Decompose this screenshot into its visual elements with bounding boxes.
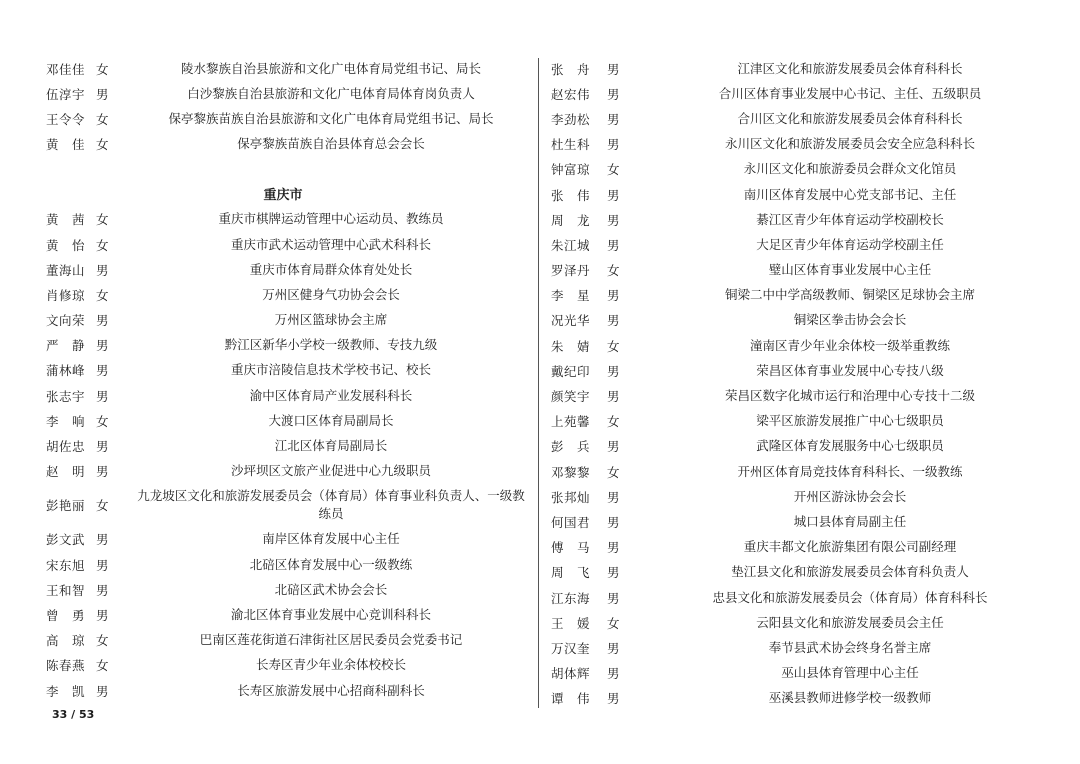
list-item [40,552,526,577]
person-name: 王和智 [46,582,86,598]
person-title: 开州区体育局竞技体育科科长、一级教练 [737,463,963,479]
list-item [40,484,526,527]
person-name: 钟富琼 [551,162,591,178]
person-title: 重庆市武术运动管理中心武术科科长 [230,236,431,252]
person-gender: 女 [96,212,109,228]
person-gender: 男 [96,439,109,455]
person-name: 何国君 [551,514,591,530]
person-gender: 男 [96,532,109,548]
person-name: 董海山 [46,262,86,278]
list-item [545,686,1045,711]
list-item [40,383,526,408]
list-item [40,333,526,358]
person-gender: 男 [607,439,620,455]
person-title: 巫山县体育管理中心主任 [781,665,919,681]
person-title: 武隆区体育发展服务中心七级职员 [756,438,944,454]
person-title: 陵水黎族自治县旅游和文化广电体育局党组书记、局长 [180,60,481,76]
person-gender: 男 [96,582,109,598]
list-item [40,106,526,131]
person-name: 杜生科 [551,137,591,153]
person-gender: 男 [607,313,620,329]
person-name: 黄 茜 [46,212,86,228]
list-item [545,283,1045,308]
person-title: 保亭黎族苗族自治县旅游和文化广电体育局党组书记、局长 [168,110,494,126]
list-item [545,560,1045,585]
person-title: 渝北区体育事业发展中心竞训科科长 [230,606,431,622]
person-title: 合川区体育事业发展中心书记、主任、五级职员 [718,85,982,101]
person-title: 綦江区青少年体育运动学校副校长 [756,211,944,227]
person-title: 开州区游泳协会会长 [793,488,907,504]
person-gender: 女 [96,237,109,253]
person-name: 江东海 [551,590,591,606]
person-gender: 男 [607,540,620,556]
person-gender: 男 [607,86,620,102]
person-gender: 男 [607,137,620,153]
person-title: 江北区体育局副局长 [274,438,388,454]
person-gender: 男 [607,489,620,505]
section-title-chongqing: 重庆市 [263,188,303,204]
hainan-list [40,56,526,157]
person-title: 长寿区青少年业余体校校长 [255,657,406,673]
person-title: 梁平区旅游发展推广中心七级职员 [756,413,944,429]
person-gender: 男 [607,187,620,203]
person-name: 王令令 [46,111,86,127]
person-name: 彭艳丽 [46,498,86,514]
person-title: 江津区文化和旅游发展委员会体育科科长 [737,60,963,76]
person-gender: 女 [607,615,620,631]
list-item [40,81,526,106]
person-gender: 女 [607,338,620,354]
person-gender: 女 [607,414,620,430]
list-item [545,434,1045,459]
person-gender: 男 [607,590,620,606]
list-item [545,635,1045,660]
person-title: 沙坪坝区文旅产业促进中心九级职员 [230,463,431,479]
person-name: 宋东旭 [46,557,86,573]
person-name: 李 凯 [46,683,86,699]
person-name: 李 星 [551,288,591,304]
person-title: 白沙黎族自治县旅游和文化广电体育局体育岗负责人 [187,85,475,101]
list-item [40,459,526,484]
right-list [545,56,1045,711]
person-title: 巫溪县教师进修学校一级教师 [768,690,932,706]
right-column [545,56,1045,711]
person-gender: 男 [607,288,620,304]
person-name: 彭文武 [46,532,86,548]
person-gender: 男 [96,464,109,480]
list-item [545,409,1045,434]
person-gender: 女 [607,464,620,480]
person-name: 傅 马 [551,540,591,556]
person-title: 重庆丰都文化旅游集团有限公司副经理 [743,539,957,555]
person-title: 永川区文化和旅游委员会群众文化馆员 [743,161,957,177]
chongqing-list [40,207,526,703]
person-gender: 男 [607,389,620,405]
list-item [40,628,526,653]
person-gender: 男 [96,363,109,379]
person-name: 万汉奎 [551,640,591,656]
person-name: 戴纪印 [551,363,591,379]
person-title: 璧山区体育事业发展中心主任 [768,262,932,278]
person-title: 云阳县文化和旅游发展委员会主任 [756,614,944,630]
list-item [40,577,526,602]
person-name: 胡佐忠 [46,439,86,455]
person-title: 荣昌区数字化城市运行和治理中心专技十二级 [724,388,975,404]
person-title: 南岸区体育发展中心主任 [262,531,400,547]
person-title: 荣昌区体育事业发展中心专技八级 [756,362,944,378]
person-gender: 女 [96,287,109,303]
list-item [545,333,1045,358]
list-item [545,509,1045,534]
person-name: 李劲松 [551,111,591,127]
person-title: 九龙坡区文化和旅游发展委员会（体育局）体育事业科负责人、一级教练员 [137,488,525,522]
person-title: 万州区健身气功协会会长 [262,286,400,302]
list-item [545,308,1045,333]
list-item [40,358,526,383]
person-title: 长寿区旅游发展中心招商科副科长 [237,682,425,698]
person-gender: 男 [607,61,620,77]
person-name: 张 舟 [551,61,591,77]
person-title: 黔江区新华小学校一级教师、专技九级 [224,337,438,353]
person-gender: 男 [96,388,109,404]
column-divider [538,58,539,708]
list-item [545,459,1045,484]
person-gender: 男 [96,683,109,699]
person-name: 胡体辉 [551,666,591,682]
list-item [545,383,1045,408]
person-gender: 女 [96,498,109,514]
list-item [40,527,526,552]
person-name: 况光华 [551,313,591,329]
person-name: 文向荣 [46,313,86,329]
person-gender: 男 [607,363,620,379]
person-name: 高 琼 [46,633,86,649]
person-name: 邓黎黎 [551,464,591,480]
person-name: 周 龙 [551,212,591,228]
person-name: 肖修琼 [46,287,86,303]
page-number: 33 / 53 [52,708,95,721]
person-name: 罗泽丹 [551,263,591,279]
person-title: 潼南区青少年业余体校一级举重教练 [749,337,950,353]
person-name: 彭 兵 [551,439,591,455]
person-gender: 女 [607,162,620,178]
person-title: 南川区体育发展中心党支部书记、主任 [743,186,957,202]
person-name: 严 静 [46,338,86,354]
list-item [545,358,1045,383]
person-gender: 男 [96,262,109,278]
list-item [40,132,526,157]
person-gender: 男 [96,313,109,329]
person-title: 合川区文化和旅游发展委员会体育科科长 [737,110,963,126]
person-title: 铜梁二中中学高级教师、铜梁区足球协会主席 [724,287,975,303]
person-name: 王 媛 [551,615,591,631]
list-item [545,132,1045,157]
list-item [40,308,526,333]
person-title: 大渡口区体育局副局长 [268,412,394,428]
person-gender: 男 [607,212,620,228]
person-name: 张邦灿 [551,489,591,505]
left-column [40,56,526,703]
person-name: 李 响 [46,413,86,429]
person-name: 曾 勇 [46,607,86,623]
list-item [545,207,1045,232]
person-gender: 女 [607,263,620,279]
list-item [40,56,526,81]
person-name: 赵 明 [46,464,86,480]
person-gender: 女 [96,111,109,127]
person-gender: 男 [96,86,109,102]
person-gender: 男 [96,338,109,354]
person-gender: 女 [96,658,109,674]
person-name: 邓佳佳 [46,61,86,77]
person-name: 朱 婧 [551,338,591,354]
list-item [40,282,526,307]
list-item [40,257,526,282]
person-name: 周 飞 [551,565,591,581]
person-gender: 女 [96,137,109,153]
person-gender: 男 [607,666,620,682]
person-gender: 男 [607,640,620,656]
person-title: 重庆市棋牌运动管理中心运动员、教练员 [218,211,444,227]
person-gender: 男 [607,565,620,581]
person-title: 万州区篮球协会主席 [274,312,388,328]
list-item [545,157,1045,182]
person-gender: 男 [607,691,620,707]
list-item [40,408,526,433]
list-item [545,232,1045,257]
list-item [40,602,526,627]
person-name: 蒲林峰 [46,363,86,379]
person-name: 伍淳宇 [46,86,86,102]
person-name: 张志宇 [46,388,86,404]
person-gender: 女 [96,413,109,429]
person-title: 巴南区莲花街道石津街社区居民委员会党委书记 [199,632,463,648]
list-item [545,484,1045,509]
person-name: 黄 佳 [46,137,86,153]
list-item [545,182,1045,207]
person-title: 北碚区武术协会会长 [274,581,388,597]
list-item [40,207,526,232]
person-title: 渝中区体育局产业发展科科长 [249,387,413,403]
list-item [545,610,1045,635]
list-item [40,232,526,257]
person-title: 永川区文化和旅游发展委员会安全应急科科长 [724,136,975,152]
person-name: 张 伟 [551,187,591,203]
list-item [545,535,1045,560]
person-title: 保亭黎族苗族自治县体育总会会长 [237,136,425,152]
section-spacer [40,157,526,181]
person-title: 城口县体育局副主任 [793,513,907,529]
person-title: 垫江县文化和旅游发展委员会体育科负责人 [731,564,969,580]
list-item [545,258,1045,283]
list-item [40,678,526,703]
person-name: 朱江城 [551,237,591,253]
person-title: 重庆市涪陵信息技术学校书记、校长 [230,362,431,378]
person-gender: 男 [607,237,620,253]
list-item [545,56,1045,81]
list-item [545,661,1045,686]
person-title: 重庆市体育局群众体育处处长 [249,261,413,277]
list-item [545,81,1045,106]
person-name: 上苑馨 [551,414,591,430]
person-gender: 男 [96,607,109,623]
list-item [40,433,526,458]
list-item [40,653,526,678]
person-gender: 男 [607,514,620,530]
person-title: 北碚区体育发展中心一级教练 [249,556,413,572]
list-item [545,585,1045,610]
person-name: 谭 伟 [551,691,591,707]
person-name: 黄 怡 [46,237,86,253]
person-title: 忠县文化和旅游发展委员会（体育局）体育科科长 [712,589,988,605]
person-gender: 女 [96,633,109,649]
person-title: 铜梁区拳击协会会长 [793,312,907,328]
list-item [545,106,1045,131]
person-title: 奉节县武术协会终身名誉主席 [768,639,932,655]
person-name: 颜笑宇 [551,389,591,405]
person-title: 大足区青少年体育运动学校副主任 [756,236,944,252]
person-gender: 男 [607,111,620,127]
person-gender: 男 [96,557,109,573]
person-name: 陈春燕 [46,658,86,674]
person-name: 赵宏伟 [551,86,591,102]
person-gender: 女 [96,61,109,77]
